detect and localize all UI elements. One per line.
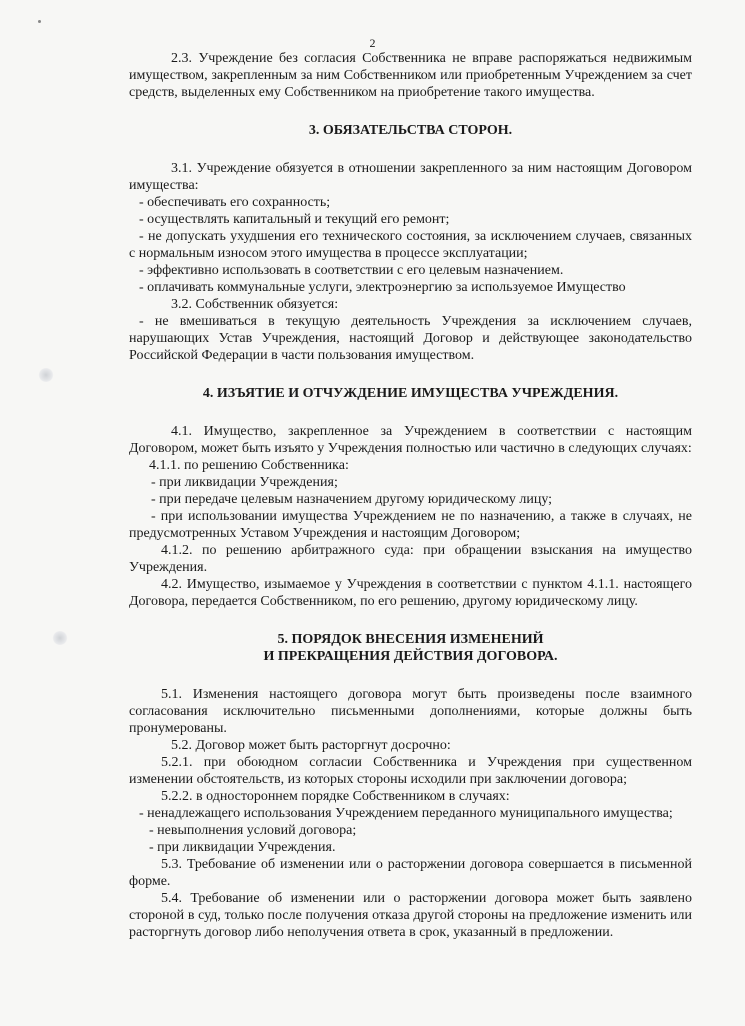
clause-5-2: 5.2. Договор может быть расторгнут досрочно: bbox=[171, 738, 451, 753]
list-item: - осуществлять капитальный и текущий его ремонт; bbox=[139, 212, 450, 227]
punch-hole-mark bbox=[52, 631, 68, 645]
clause-5-2-2: 5.2.2. в одностороннем порядке Собственником в случаях: bbox=[161, 789, 510, 804]
section-3-heading: 3. ОБЯЗАТЕЛЬСТВА СТОРОН. bbox=[308, 123, 513, 138]
clause-3-2: 3.2. Собственник обязуется: bbox=[171, 297, 339, 312]
list-item: - невыполнения условий договора; bbox=[149, 823, 357, 838]
clause-5-2-1: 5.2.1. при обоюдном согласии Собственника и Учреждения при существенном изменении обстоятельств, из которых стороны исходили при заключении договора; bbox=[129, 755, 692, 787]
section-5-heading-line1: 5. ПОРЯДОК ВНЕСЕНИЯ ИЗМЕНЕНИЙ bbox=[277, 632, 544, 647]
list-item: - при передаче целевым назначением другому юридическому лицу; bbox=[151, 492, 553, 507]
clause-5-4: 5.4. Требование об изменении или о расторжении договора может быть заявлено стороной в суд, только после получения отказа другой стороны на предложение изменить или расторгнуть договор либо неполучения ответа в срок, указанный в предложении. bbox=[129, 891, 692, 940]
list-item: - при использовании имущества Учреждением не по назначению, а также в случаях, не предусмотренных Уставом Учреждения и настоящим Договором; bbox=[129, 509, 692, 541]
section-5-heading-line2: И ПРЕКРАЩЕНИЯ ДЕЙСТВИЯ ДОГОВОРА. bbox=[263, 649, 558, 664]
list-item: - не допускать ухудшения его технического состояния, за исключением случаев, связанных с нормальным износом этого имущества в процессе эксплуатации; bbox=[129, 229, 692, 261]
punch-hole-mark bbox=[38, 368, 54, 382]
list-item: - при ликвидации Учреждения. bbox=[149, 840, 336, 855]
list-item: - не вмешиваться в текущую деятельность Учреждения за исключением случаев, нарушающих Устав Учреждения, настоящий Договор и действующее законодательство Российской Федерации в части пользования имуществом. bbox=[129, 314, 692, 363]
list-item: - обеспечивать его сохранность; bbox=[139, 195, 331, 210]
clause-5-1: 5.1. Изменения настоящего договора могут быть произведены после взаимного согласования исключительно письменными дополнениями, которые должны быть пронумерованы. bbox=[129, 687, 692, 736]
clause-4-1: 4.1. Имущество, закрепленное за Учреждением в соответствии с настоящим Договором, может быть изъято у Учреждения полностью или частично в следующих случаях: bbox=[129, 424, 692, 456]
clause-4-1-2: 4.1.2. по решению арбитражного суда: при обращении взыскания на имущество Учреждения. bbox=[129, 543, 692, 575]
list-item: - ненадлежащего использования Учреждением переданного муниципального имущества; bbox=[139, 806, 673, 821]
scan-speck bbox=[38, 20, 41, 23]
list-item: - эффективно использовать в соответствии с его целевым назначением. bbox=[139, 263, 564, 278]
page-number: 2 bbox=[369, 36, 376, 50]
list-item: - оплачивать коммунальные услуги, электроэнергию за используемое Имущество bbox=[139, 280, 626, 295]
document-body bbox=[129, 50, 692, 941]
list-item: - при ликвидации Учреждения; bbox=[151, 475, 338, 490]
clause-3-1: 3.1. Учреждение обязуется в отношении закрепленного за ним настоящим Договором имущества: bbox=[129, 161, 692, 193]
section-4-heading: 4. ИЗЪЯТИЕ И ОТЧУЖДЕНИЕ ИМУЩЕСТВА УЧРЕЖДЕНИЯ. bbox=[202, 386, 619, 401]
clause-4-1-1: 4.1.1. по решению Собственника: bbox=[149, 458, 349, 473]
clause-5-3: 5.3. Требование об изменении или о расторжении договора совершается в письменной форме. bbox=[129, 857, 692, 889]
clause-2-3: 2.3. Учреждение без согласия Собственника не вправе распоряжаться недвижимым имуществом, закрепленным за ним Собственником или приобретенным Учреждением за счет средств, выделенных ему Собственником на приобретение такого имущества. bbox=[129, 51, 692, 100]
clause-4-2: 4.2. Имущество, изымаемое у Учреждения в соответствии с пунктом 4.1.1. настоящего Договора, передается Собственником, по его решению, другому юридическому лицу. bbox=[129, 577, 692, 609]
